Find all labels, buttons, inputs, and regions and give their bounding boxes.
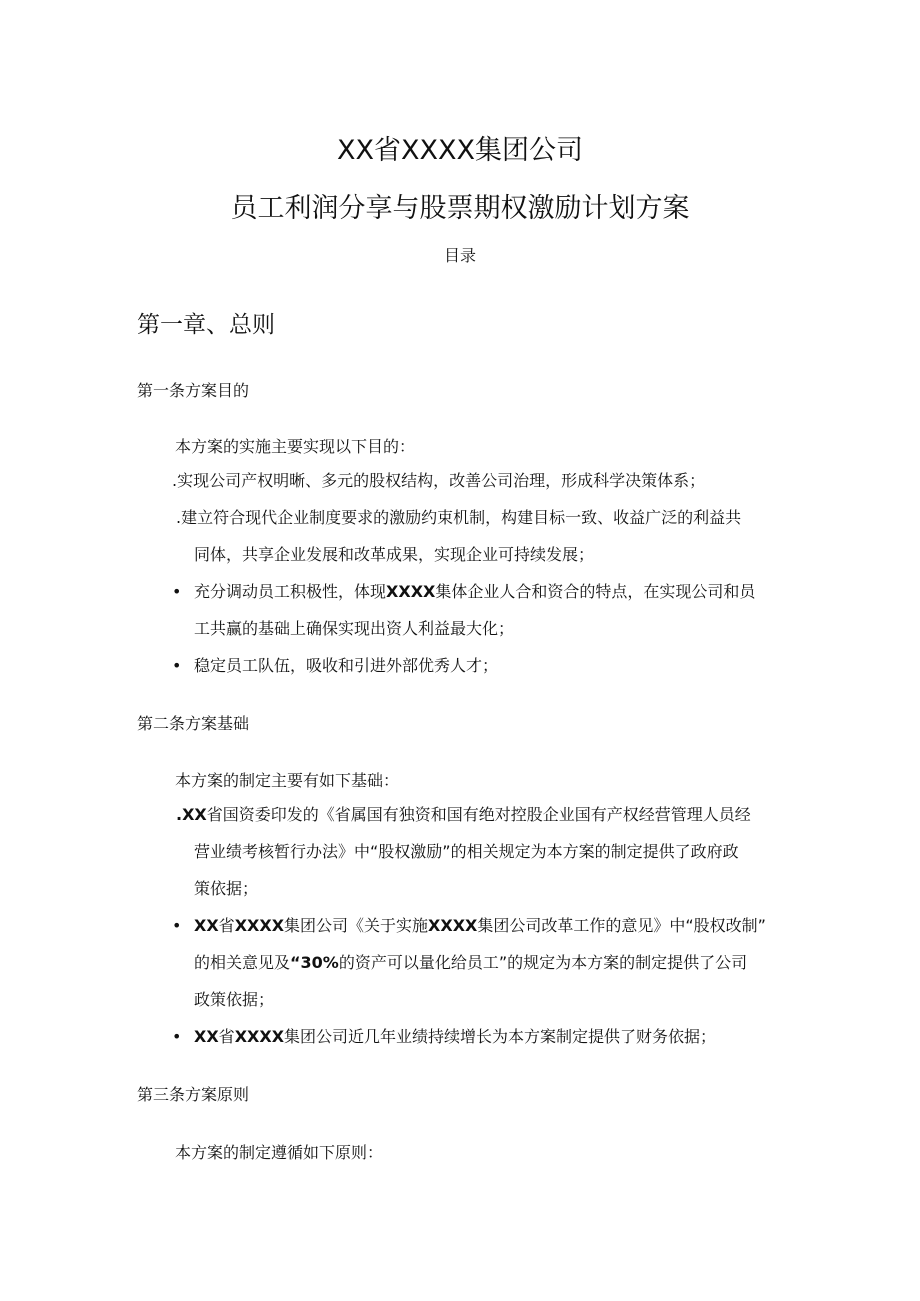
document-title-line2: 员工利润分享与股票期权激励计划方案	[230, 193, 690, 224]
item-text-bold: XXXX	[428, 916, 478, 935]
article1-heading: 第一条方案目的	[137, 381, 250, 400]
bullet-marker: •	[172, 1027, 182, 1046]
article2-heading: 第二条方案基础	[137, 714, 250, 733]
item-text: 集体企业人合和资合的特点，在实现公司和员	[435, 582, 756, 601]
article1-intro: 本方案的实施主要实现以下目的：	[175, 437, 416, 456]
item-text-bold: “30%	[290, 953, 339, 972]
article2-item-1	[172, 796, 792, 907]
item-text-cont: 政策依据；	[194, 990, 275, 1009]
document-title-line1: XX省XXXX集团公司	[337, 135, 583, 166]
item-text-bold: XX	[194, 916, 219, 935]
item-marker: .	[176, 805, 183, 824]
item-text-bold: XX	[194, 1027, 219, 1046]
item-text: 集团公司《关于实施	[284, 916, 429, 935]
item-text: 建立符合现代企业制度要求的激励约束机制，构建目标一致、收益广泛的利益共	[181, 508, 742, 527]
bullet-marker: •	[172, 582, 182, 601]
item-text: 充分调动员工积极性，体现	[194, 582, 387, 601]
item-text-cont: 营业绩考核暂行办法》中“股权激励”的相关规定为本方案的制定提供了政府政	[194, 842, 739, 861]
item-text: 集团公司近几年业绩持续增长为本方案制定提供了财务依据；	[284, 1027, 717, 1046]
article2-item-2	[172, 907, 792, 1018]
item-text-cont: 的资产可以量化给员工”的规定为本方案的制定提供了公司	[338, 953, 748, 972]
article1-item-3	[172, 573, 792, 647]
article2-item-3	[172, 1018, 792, 1055]
item-text-bold: XXXX	[386, 582, 436, 601]
bullet-marker: •	[172, 656, 182, 675]
item-text: 集团公司改革工作的意见》中“股权改制”	[477, 916, 766, 935]
article1-item-2	[172, 499, 792, 573]
item-text-cont: 的相关意见及	[194, 953, 291, 972]
bullet-marker: •	[172, 916, 182, 935]
item-text-cont: 同体，共享企业发展和改革成果，实现企业可持续发展；	[194, 545, 595, 564]
toc-label: 目录	[443, 246, 476, 265]
article2-intro: 本方案的制定主要有如下基础：	[175, 771, 400, 790]
item-marker: .	[172, 471, 178, 490]
article1-item-1	[172, 462, 792, 499]
item-text: 省	[218, 916, 235, 935]
article3-heading: 第三条方案原则	[137, 1085, 250, 1104]
item-text-cont: 策依据；	[194, 879, 259, 898]
item-text: 稳定员工队伍，吸收和引进外部优秀人才；	[194, 656, 499, 675]
article3-intro: 本方案的制定遵循如下原则：	[175, 1143, 384, 1162]
item-text: 省	[218, 1027, 235, 1046]
item-text-bold: XXXX	[234, 916, 285, 935]
chapter-heading: 第一章、总则	[137, 312, 275, 338]
item-marker: .	[176, 508, 182, 527]
item-text: 实现公司产权明晰、多元的股权结构，改善公司治理，形成科学决策体系；	[177, 471, 706, 490]
article1-item-4	[172, 647, 792, 684]
item-text-bold: XX	[182, 805, 207, 824]
item-text: 省国资委印发的《省属国有独资和国有绝对控股企业国有产权经营管理人员经	[206, 805, 751, 824]
item-text-cont: 工共赢的基础上确保实现出资人利益最大化；	[194, 619, 515, 638]
item-text-bold: XXXX	[234, 1027, 285, 1046]
